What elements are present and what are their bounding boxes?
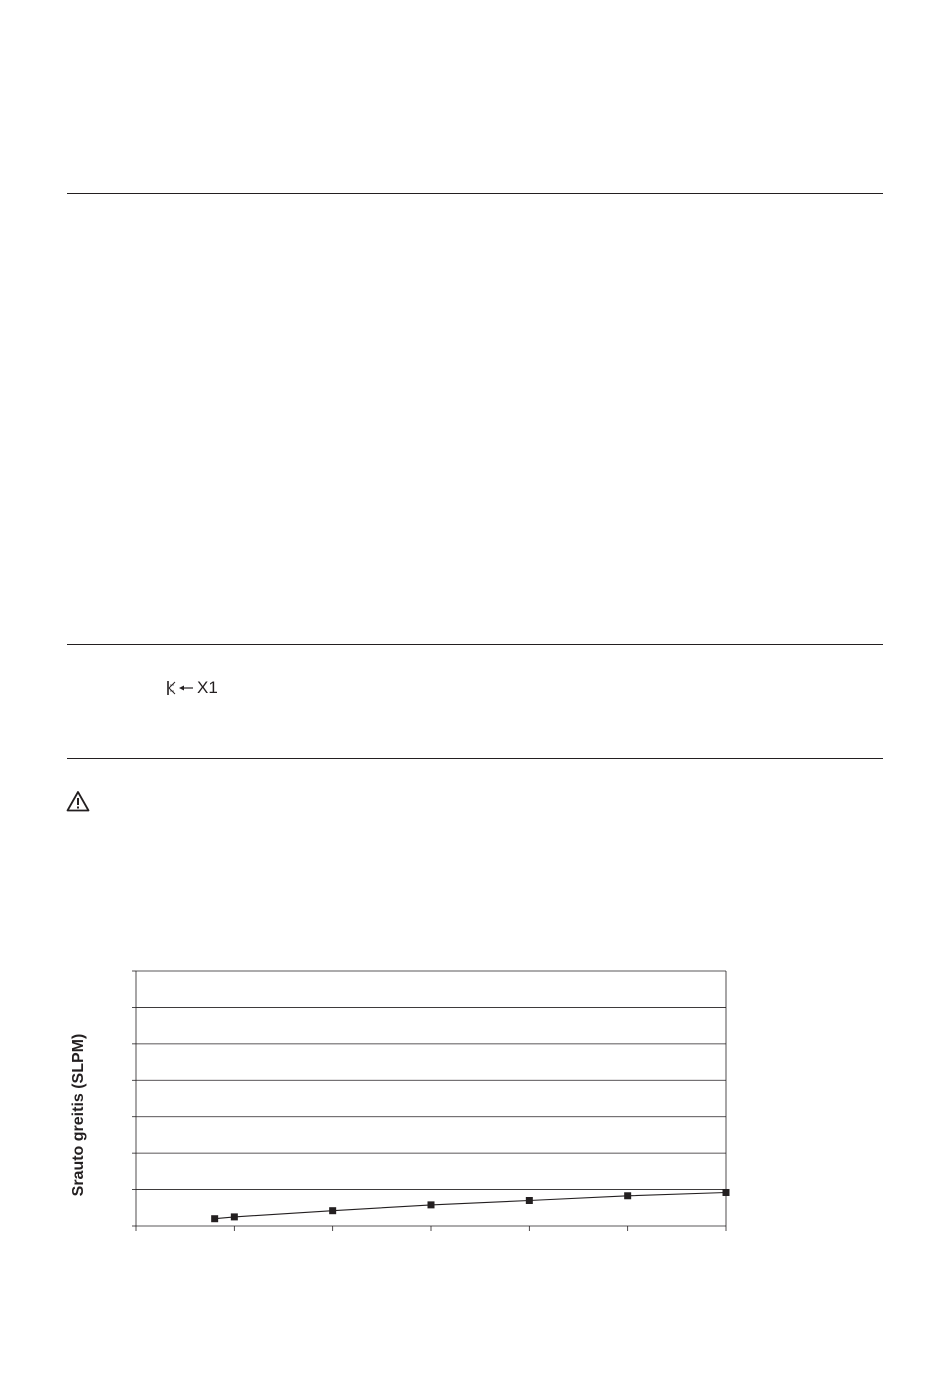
data-point bbox=[428, 1201, 435, 1208]
data-point bbox=[723, 1189, 730, 1196]
data-point bbox=[624, 1192, 631, 1199]
data-point bbox=[329, 1207, 336, 1214]
data-point bbox=[526, 1197, 533, 1204]
series-line bbox=[215, 1193, 726, 1219]
y-axis-label: Srauto greitis (SLPM) bbox=[70, 1033, 87, 1197]
data-point bbox=[231, 1213, 238, 1220]
connector-label: X1 bbox=[197, 678, 218, 697]
data-point bbox=[211, 1215, 218, 1222]
